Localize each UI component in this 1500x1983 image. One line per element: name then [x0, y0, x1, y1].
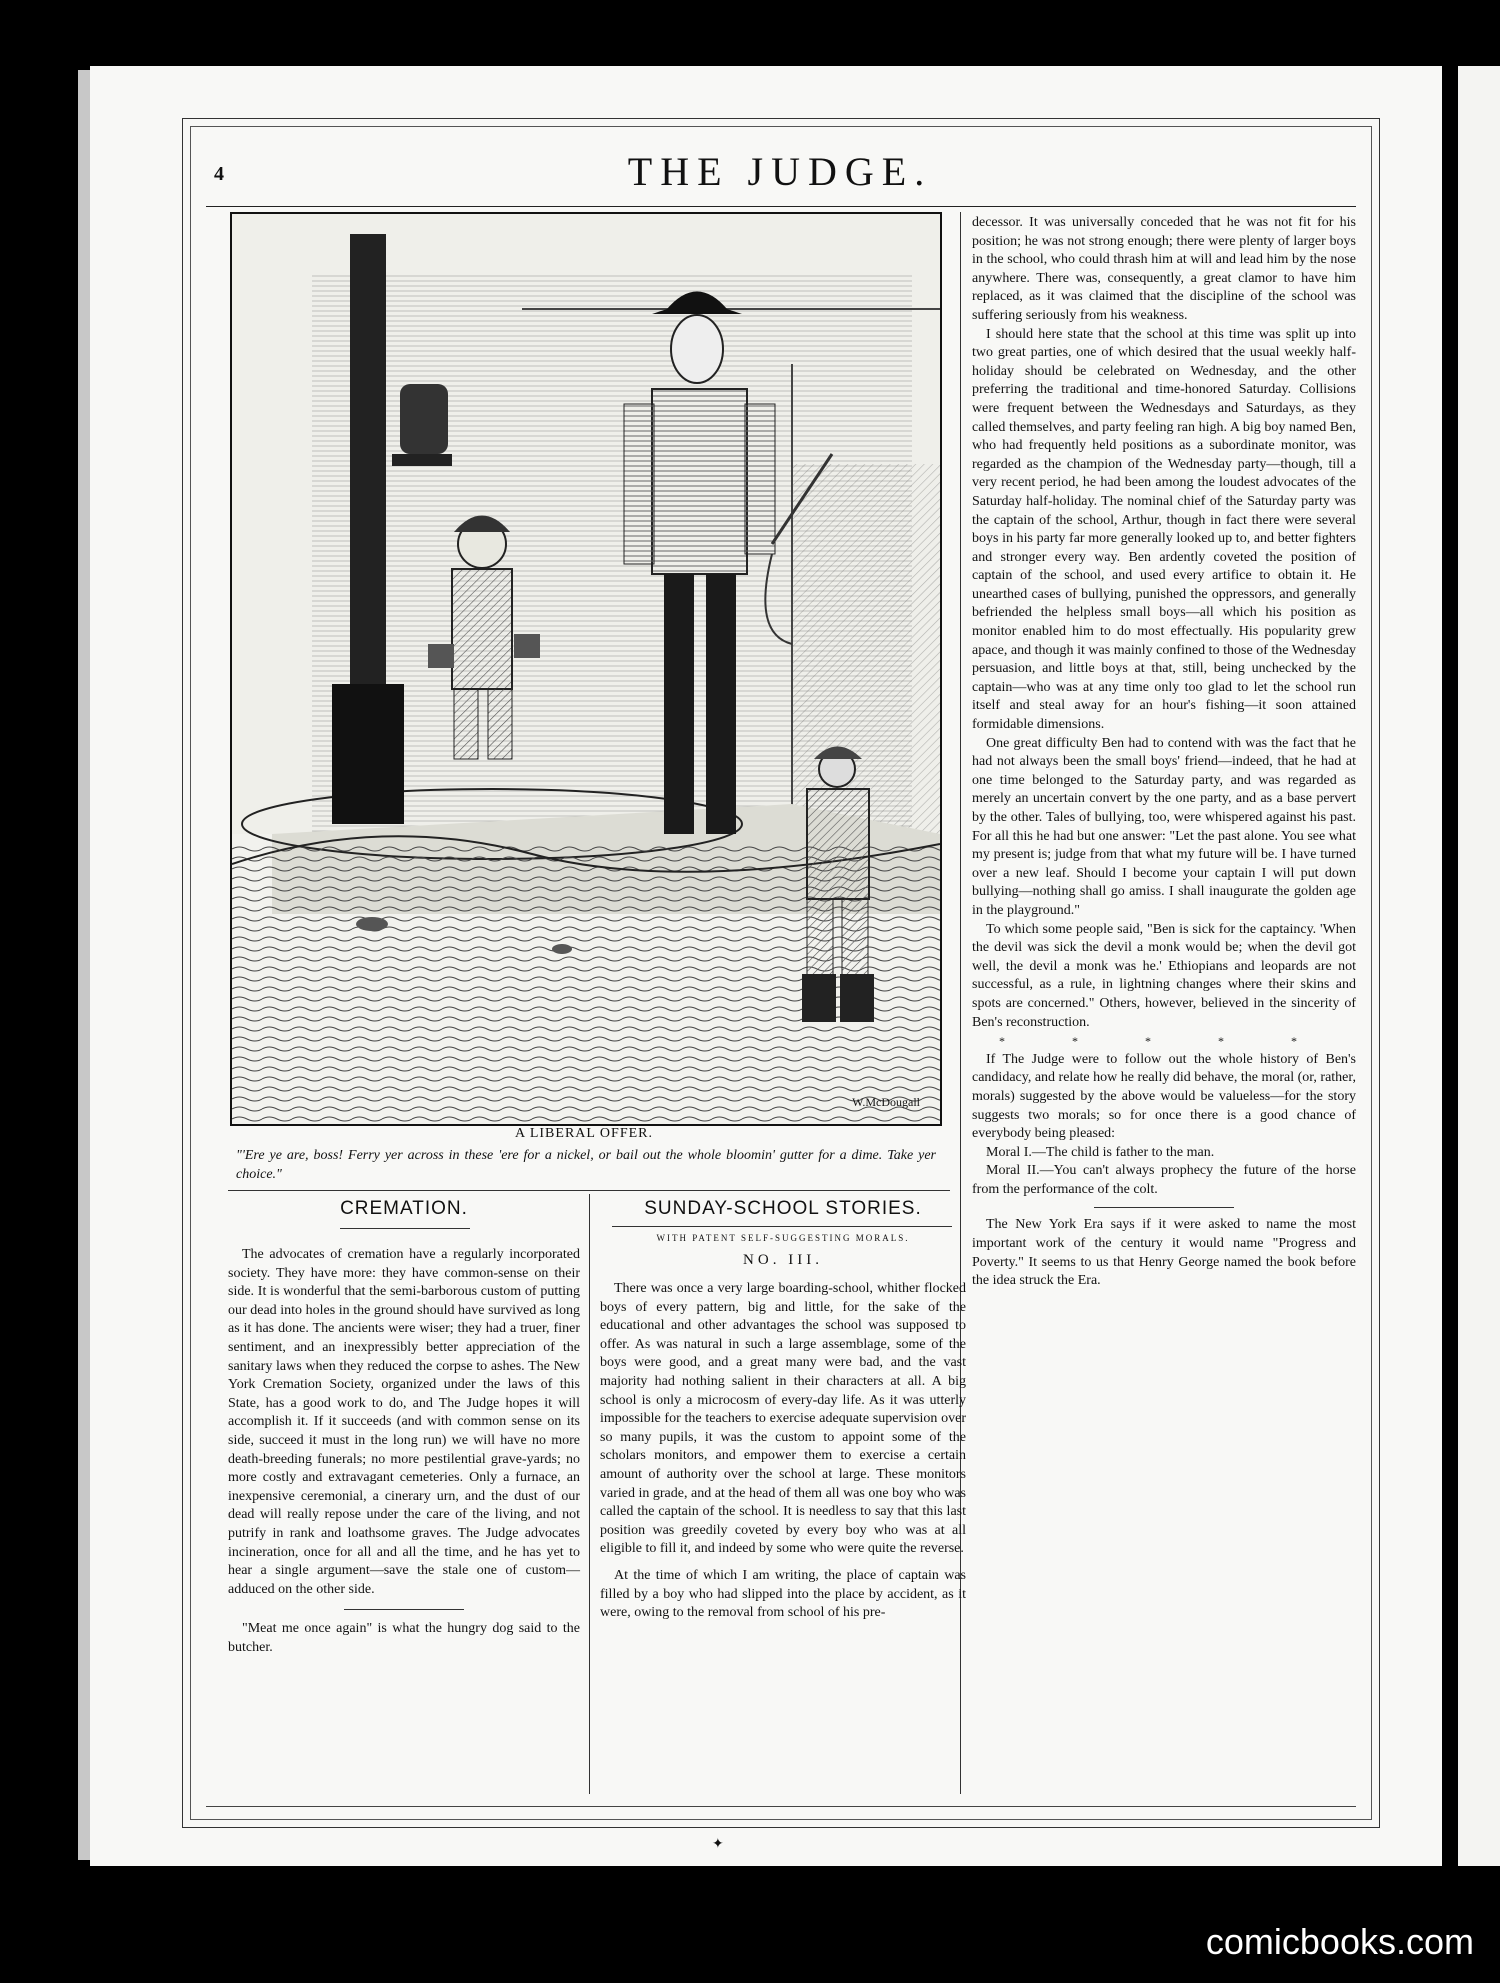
heading-underline [612, 1226, 952, 1227]
sunday-school-continuation [972, 214, 1356, 1291]
section-break-stars: * * * * * [999, 1034, 1329, 1049]
cartoon-caption-title: A LIBERAL OFFER. [515, 1126, 653, 1141]
cartoon-caption-quote: "'Ere ye are, boss! Ferry yer across in these 'ere for a nickel, or bail out the whole bloomin' gutter for a dime. Take yer choice." [236, 1148, 936, 1182]
masthead-title: THE JUDGE. [627, 149, 933, 194]
cartoon-drawing [232, 214, 940, 1124]
section-rule [228, 1190, 950, 1191]
sunday-school-heading: SUNDAY-SCHOOL STORIES. [644, 1198, 922, 1219]
watermark: comicbooks.com [1205, 1921, 1474, 1962]
separator-rule [1094, 1207, 1234, 1208]
column-rule-middle [589, 1194, 590, 1794]
ink-smudge: ✦ [712, 1837, 724, 1852]
sunday-school-subheading: WITH PATENT SELF-SUGGESTING MORALS. [656, 1233, 910, 1243]
separator-rule [344, 1609, 464, 1610]
sunday-school-article [600, 1280, 966, 1623]
cartoon-illustration [230, 212, 942, 1126]
heading-underline [340, 1228, 470, 1229]
moral-two: Moral II.—You can't always prophecy the future of the horse from the performance of the colt. [972, 1163, 1356, 1197]
paragraph: At the time of which I am writing, the place of captain was filled by a boy who had slipped into the place by accident, as it were, owing to the removal from school of his pre- [600, 1567, 966, 1621]
cremation-heading: CREMATION. [340, 1198, 468, 1219]
artist-signature: W.McDougall [852, 1095, 920, 1109]
cremation-article [228, 1246, 580, 1657]
paragraph: decessor. It was universally conceded that he was not fit for his position; he was not strong enough; there were plenty of larger boys in the school, who could thrash him at will and lead him by the nose anywhere. There was, consequently, a great clamor to have him replaced, as it was claimed that the discipline of the school was suffering seriously from his weakness. [972, 215, 1356, 323]
cremation-body: The advocates of cremation have a regularly incorporated society. They have more: they have common-sense on their side. It is wonderful that the semi-barborous custom of putting our dead into holes in the ground should have survived as long as it has done. The ancients were wiser; they had a truer, finer sentiment, and an inexpressibly better appreciation of the sanitary laws when they reduced the corpse to ashes. The New York Cremation Society, organized under the laws of this State, has a good work to do, and The Judge hopes it will accomplish it. If it succeeds (and with common sense on its side, succeed it must in the long run) we will have no more death-breeding funerals; no more pestilential grave-yards; no more costly and extravagant cemeteries. Only a furnace, an inexpensive ceremonial, a cinerary urn, and the dust of our dead will really repose under the care of the living, and not putrify in rank and loathsome graves. The Judge advocates incineration, once for all and all the time, and he has yet to hear a single argument—save the stale one of custom—adduced on the other side. [228, 1247, 580, 1597]
story-number: NO. III. [743, 1252, 823, 1268]
bottom-rule [206, 1806, 1356, 1807]
paragraph: There was once a very large boarding-school, whither flocked boys of every pattern, big and little, for the sake of the educational and other advantages the school was supposed to offer. As was natural in such a large assemblage, some of the boys were good, and a great many were bad, and the vast majority had nothing salient in their characters at all. A big school is only a microcosm of every-day life. As it was utterly impossible for the teachers to exercise adequate supervision over so many pupils, it was the custom to appoint some of the scholars monitors, and empower them to exercise a certain amount of authority over the school at large. These monitors varied in grade, and at the head of them all was one boy who was called the captain of the school. It is needless to say that this last position was greedily coveted by every boy who was at all eligible to fill it, and indeed by some who were quite the reverse. [600, 1281, 966, 1557]
paragraph: I should here state that the school at this time was split up into two great parties, one of which desired that the usual weekly half-holiday should be celebrated on Wednesday, and the other preferring the traditional and time-honored Saturday. Collisions were frequent between the Wednesdays and Saturdays, as they called themselves, and party feeling ran high. A big boy named Ben, who had frequently held positions as a subordinate monitor, was regarded as the champion of the Wednesday party—though, till a very recent period, he had been among the loudest advocates of the Saturday half-holiday. The nominal chief of the Saturday party was the captain of the school, Arthur, though in fact there were several boys in his party far more generally looked up to, and better fighters and stronger every way. Ben ardently coveted the position of captain of the school, and used every artifice to obtain it. He unearthed cases of bullying, punished the oppressors, and generally befriended the helpless small boys—all which his position as monitor enabled him to do most effectually. His popularity grew apace, and though it was mainly confined to those of the Wednesday persuasion, and little boys at that, still, being unchecked by the captain—who was at any time only too glad to let the school run itself and steal away for an hour's fishing—it soon attained formidable dimensions. [972, 326, 1356, 733]
adjacent-page-edge [1458, 66, 1500, 1866]
era-note: The New York Era says if it were asked to name the most important work of the century it would name "Progress and Poverty." It seems to us that Henry George named the book before the idea struck the Era. [972, 1217, 1356, 1289]
moral-one: Moral I.—The child is father to the man. [986, 1144, 1215, 1160]
paragraph: If The Judge were to follow out the whole history of Ben's candidacy, and relate how he really did behave, the moral (or, rather, morals) suggested by the above would be valueless—for the story suggests two morals; so for once there is a good chance of everybody being pleased: [972, 1051, 1356, 1142]
paragraph: One great difficulty Ben had to contend with was the fact that he had not always been the small boys' friend—indeed, that he had at one time belonged to the Saturday party, and was regarded as merely an uncertain convert by the one party, and as a base pervert by the other. Tales of bullying, too, were whispered against his past. For all this he had but one answer: "Let the past alone. You see what my present is; judge from that what my future will be. I have turned over a new leaf. Should I become your captain I will put down bullying—nothing shall go amiss. I shall inaugurate the golden age in the playground." [972, 735, 1356, 918]
paragraph: To which some people said, "Ben is sick for the captaincy. 'When the devil was sick the devil a monk would be; when the devil got well, the devil a monk was he.' Ethiopians and leopards are not successful, as a rule, in lightning changes where their skins and spots are concerned." Others, however, believed in the sincerity of Ben's reconstruction. [972, 921, 1356, 1030]
page-number: 4 [214, 163, 224, 185]
cremation-joke: "Meat me once again" is what the hungry dog said to the butcher. [228, 1621, 580, 1655]
masthead-rule [206, 206, 1356, 207]
